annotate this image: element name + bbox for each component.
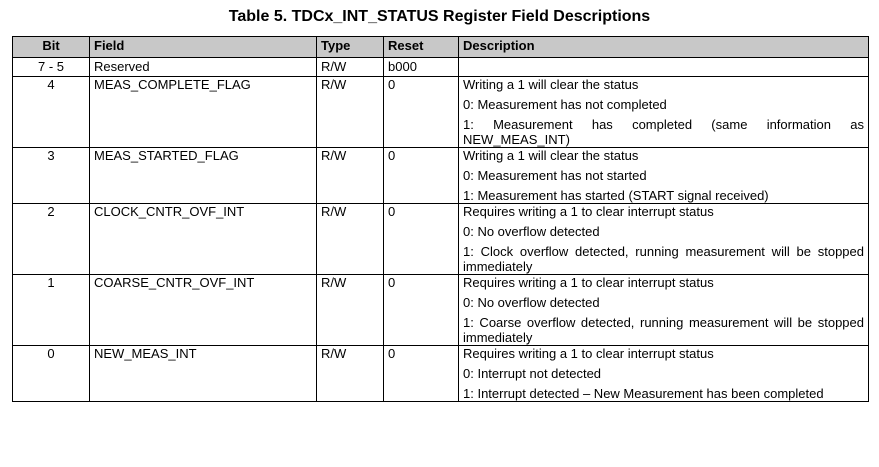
bit-cell: 7 - 5 [13,58,90,77]
bit-cell: 0 [13,346,90,402]
reset-cell: 0 [384,77,459,148]
type-cell: R/W [317,275,384,346]
type-cell: R/W [317,58,384,77]
description-line: 1: Interrupt detected – New Measurement has been completed [463,386,824,401]
column-header-reset: Reset [384,37,459,58]
type-cell: R/W [317,148,384,204]
type-cell: R/W [317,204,384,275]
register-field-table [12,36,869,402]
table-row [13,346,869,402]
description-line: Writing a 1 will clear the status [463,148,639,163]
description-cell [459,58,869,77]
description-line: 1: Measurement has completed (same information as NEW_MEAS_INT) [463,117,864,147]
table-row [13,275,869,346]
reset-cell: 0 [384,346,459,402]
reset-cell: 0 [384,204,459,275]
description-cell [459,77,869,148]
type-cell: R/W [317,346,384,402]
description-line: Requires writing a 1 to clear interrupt status [463,346,714,361]
column-header-field: Field [90,37,317,58]
description-line: 1: Measurement has started (START signal received) [463,188,769,203]
description-cell [459,148,869,204]
field-cell: MEAS_STARTED_FLAG [90,148,317,204]
table-row [13,77,869,148]
column-header-type: Type [317,37,384,58]
description-cell [459,346,869,402]
description-line: 1: Clock overflow detected, running measurement will be stopped immediately [463,244,864,274]
reset-cell: 0 [384,148,459,204]
description-line: Writing a 1 will clear the status [463,77,639,92]
table-row [13,148,869,204]
table-header-row [13,37,869,58]
type-cell: R/W [317,77,384,148]
column-header-bit: Bit [13,37,90,58]
field-cell: COARSE_CNTR_OVF_INT [90,275,317,346]
reset-cell: b000 [384,58,459,77]
table-row [13,58,869,77]
description-line: 1: Coarse overflow detected, running measurement will be stopped immediately [463,315,864,345]
field-cell: MEAS_COMPLETE_FLAG [90,77,317,148]
bit-cell: 2 [13,204,90,275]
bit-cell: 1 [13,275,90,346]
field-cell: CLOCK_CNTR_OVF_INT [90,204,317,275]
field-cell: Reserved [90,58,317,77]
description-line: 0: No overflow detected [463,295,600,310]
description-line: 0: Measurement has not completed [463,97,667,112]
table-title: Table 5. TDCx_INT_STATUS Register Field Descriptions [228,8,651,25]
description-cell [459,204,869,275]
description-line: Requires writing a 1 to clear interrupt status [463,275,714,290]
reset-cell: 0 [384,275,459,346]
column-header-description: Description [459,37,869,58]
description-line: 0: Interrupt not detected [463,366,602,381]
table-row [13,204,869,275]
bit-cell: 3 [13,148,90,204]
description-line: 0: Measurement has not started [463,168,647,183]
bit-cell: 4 [13,77,90,148]
field-cell: NEW_MEAS_INT [90,346,317,402]
description-line: Requires writing a 1 to clear interrupt status [463,204,714,219]
description-line: 0: No overflow detected [463,224,600,239]
description-cell [459,275,869,346]
